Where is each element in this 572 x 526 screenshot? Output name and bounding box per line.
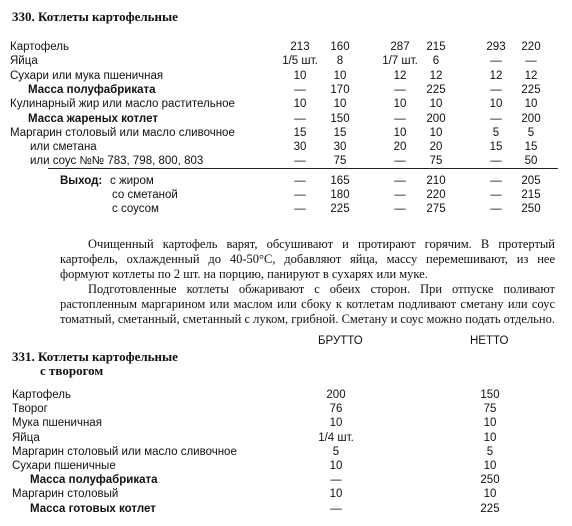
brutto-cell: 5 — [332, 445, 340, 458]
output-value-cell: — — [294, 189, 306, 201]
value-cell: — — [294, 112, 306, 125]
ingredient-label: Маргарин столовый или масло сливочное — [12, 445, 237, 458]
ingredient-label: Яйца — [12, 431, 40, 444]
value-cell: 30 — [333, 141, 347, 154]
brutto-cell: — — [330, 502, 342, 515]
value-cell: 1/5 шт. — [282, 55, 318, 68]
netto-header: НЕТТО — [470, 335, 509, 347]
output-value-cell: — — [294, 203, 306, 215]
value-cell: 200 — [521, 112, 541, 125]
output-value-cell: 165 — [330, 175, 350, 187]
value-cell: 30 — [293, 141, 307, 154]
value-cell: 15 — [293, 126, 307, 139]
value-cell: — — [490, 55, 502, 68]
output-row-label: с соусом — [112, 203, 159, 215]
value-cell: — — [490, 155, 502, 168]
value-cell: 1/7 шт. — [382, 55, 418, 68]
netto-cell: 5 — [486, 445, 494, 458]
output-label: Выход: — [60, 175, 103, 187]
value-cell: 220 — [521, 41, 541, 53]
value-cell: 50 — [524, 155, 538, 168]
ingredient-label: Маргарин столовый или масло сливочное — [10, 126, 235, 139]
ingredient-label: Сухари или мука пшеничная — [10, 69, 164, 82]
value-cell: 200 — [426, 112, 446, 125]
value-cell: — — [394, 83, 406, 96]
value-cell: — — [394, 112, 406, 125]
value-cell: 5 — [527, 126, 535, 139]
ingredient-label: или сметана — [30, 141, 97, 154]
value-cell: — — [525, 55, 537, 68]
value-cell: 5 — [492, 126, 500, 139]
value-cell: 225 — [521, 83, 541, 96]
ingredient-label: Картофель — [12, 389, 71, 401]
output-row-label: с жиром — [110, 175, 154, 187]
ingredient-label: Сухари пшеничные — [12, 460, 116, 472]
value-cell: 10 — [393, 126, 407, 139]
brutto-header: БРУТТО — [318, 335, 363, 347]
brutto-cell: 10 — [329, 417, 343, 430]
netto-cell: 10 — [483, 488, 497, 501]
output-value-cell: — — [490, 203, 502, 215]
value-cell: 10 — [333, 69, 347, 82]
output-value-cell: 180 — [330, 189, 350, 201]
value-cell: 12 — [524, 69, 538, 82]
netto-cell: 10 — [483, 460, 497, 472]
output-value-cell: 275 — [426, 203, 446, 215]
table-divider — [48, 168, 558, 169]
value-cell: 10 — [429, 126, 443, 139]
ingredient-label: Масса полуфабриката — [30, 474, 158, 487]
netto-cell: 10 — [483, 417, 497, 430]
netto-cell: 225 — [480, 502, 500, 515]
value-cell: — — [490, 83, 502, 96]
output-value-cell: — — [394, 203, 406, 215]
value-cell: 10 — [489, 98, 503, 111]
brutto-cell: 200 — [326, 389, 346, 401]
value-cell: 10 — [293, 69, 307, 82]
value-cell: 20 — [429, 141, 443, 154]
output-value-cell: 225 — [330, 203, 350, 215]
value-cell: — — [490, 112, 502, 125]
netto-cell: 75 — [483, 403, 497, 416]
paragraph-1: Очищенный картофель варят, обсушивают и протирают горячим. В протертый картофель, охлажденный до 40-50°С, добавляют яйца, массу перемешивают, из нее формуют котлеты по 2 шт. на порцию, панируют в сухарях или муке. — [60, 237, 555, 281]
netto-cell: 150 — [480, 389, 500, 401]
value-cell: 75 — [429, 155, 443, 168]
value-cell: 287 — [390, 41, 410, 53]
output-value-cell: 210 — [426, 175, 446, 187]
value-cell: 215 — [426, 41, 446, 53]
value-cell: 213 — [290, 41, 310, 53]
brutto-cell: 1/4 шт. — [318, 431, 354, 444]
brutto-cell: 76 — [329, 403, 343, 416]
value-cell: 12 — [429, 69, 443, 82]
value-cell: 10 — [429, 98, 443, 111]
output-value-cell: 250 — [521, 203, 541, 215]
output-value-cell: 220 — [426, 189, 446, 201]
value-cell: 20 — [393, 141, 407, 154]
value-cell: 10 — [333, 98, 347, 111]
ingredient-label: Кулинарный жир или масло растительное — [10, 98, 235, 111]
value-cell: 293 — [486, 41, 506, 53]
brutto-cell: — — [330, 474, 342, 487]
ingredient-label: Яйца — [10, 55, 38, 68]
value-cell: 15 — [489, 141, 503, 154]
value-cell: 10 — [293, 98, 307, 111]
output-value-cell: — — [490, 189, 502, 201]
value-cell: 12 — [489, 69, 503, 82]
output-value-cell: — — [394, 189, 406, 201]
value-cell: 10 — [393, 98, 407, 111]
output-value-cell: 215 — [521, 189, 541, 201]
value-cell: 225 — [426, 83, 446, 96]
output-value-cell: — — [490, 175, 502, 187]
recipe-330-title: 330. Котлеты картофельные — [12, 9, 178, 24]
ingredient-label: Масса жареных котлет — [28, 112, 158, 125]
ingredient-label: Масса полуфабриката — [28, 83, 156, 96]
ingredient-label: Творог — [12, 403, 48, 416]
value-cell: — — [294, 83, 306, 96]
output-value-cell: — — [394, 175, 406, 187]
value-cell: 170 — [330, 83, 350, 96]
output-value-cell: — — [294, 175, 306, 187]
brutto-cell: 10 — [329, 460, 343, 472]
value-cell: 15 — [333, 126, 347, 139]
value-cell: — — [294, 155, 306, 168]
value-cell: 75 — [333, 155, 347, 168]
ingredient-label: Картофель — [10, 41, 69, 53]
value-cell: 8 — [336, 55, 344, 68]
ingredient-label: Мука пшеничная — [12, 417, 102, 430]
value-cell: 12 — [393, 69, 407, 82]
netto-cell: 10 — [483, 431, 497, 444]
paragraph-2: Подготовленные котлеты обжаривают с обеих сторон. При отпуске поливают растопленным маргарином или маслом или сбоку к котлетам подливают сметану или соус томатный, сметанный, сметанный с луком, грибной. Сметану и соус можно подать отдельно. — [60, 282, 555, 326]
value-cell: 15 — [524, 141, 538, 154]
output-value-cell: 205 — [521, 175, 541, 187]
ingredient-label: Маргарин столовый — [12, 488, 119, 501]
output-row-label: со сметаной — [112, 189, 178, 201]
ingredient-label: или соус №№ 783, 798, 800, 803 — [30, 155, 204, 168]
value-cell: 6 — [432, 55, 440, 68]
value-cell: 10 — [524, 98, 538, 111]
netto-cell: 250 — [480, 474, 500, 487]
recipe-331-title-line2: с творогом — [40, 363, 104, 378]
value-cell: — — [394, 155, 406, 168]
value-cell: 160 — [330, 41, 350, 53]
recipe-331-title: 331. Котлеты картофельные — [12, 349, 178, 364]
value-cell: 150 — [330, 112, 350, 125]
brutto-cell: 10 — [329, 488, 343, 501]
ingredient-label: Масса готовых котлет — [30, 502, 156, 515]
